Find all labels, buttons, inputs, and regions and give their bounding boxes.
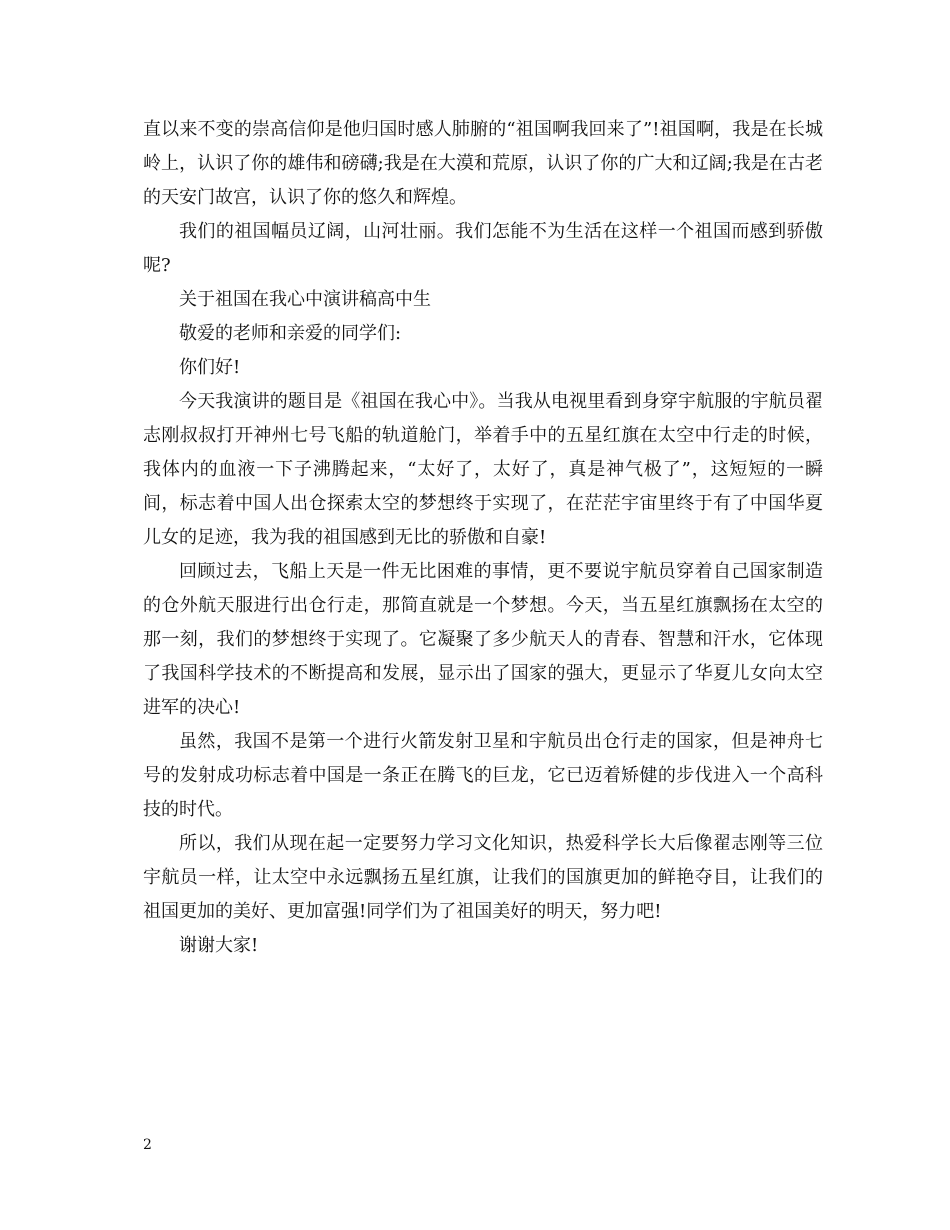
closing: 谢谢大家! [179, 935, 259, 956]
paragraph: 虽然，我国不是第一个进行火箭发射卫星和宇航员出仓行走的国家，但是神舟七号的发射成功标志着中国是一条正在腾飞的巨龙，它已迈着矫健的步伐进入一个高科技的时代。 [143, 731, 823, 820]
page-number: 2 [143, 1137, 152, 1153]
paragraph: 我们的祖国幅员辽阔，山河壮丽。我们怎能不为生活在这样一个祖国而感到骄傲呢? [143, 221, 823, 276]
section-title: 关于祖国在我心中演讲稿高中生 [179, 289, 431, 310]
paragraph: 回顾过去，飞船上天是一件无比困难的事情，更不要说宇航员穿着自己国家制造的仓外航天服进行出仓行走，那简直就是一个梦想。今天，当五星红旗飘扬在太空的那一刻，我们的梦想终于实现了。它凝聚了多少航天人的青春、智慧和汗水，它体现了我国科学技术的不断提高和发展，显示出了国家的强大，更显示了华夏儿女向太空进军的决心! [143, 561, 823, 718]
greeting: 你们好! [179, 357, 241, 378]
paragraph: 今天我演讲的题目是《祖国在我心中》。当我从电视里看到身穿宇航服的宇航员翟志刚叔叔打开神州七号飞船的轨道舱门，举着手中的五星红旗在太空中行走的时候，我体内的血液一下子沸腾起来，“太好了，太好了，真是神气极了”，这短短的一瞬间，标志着中国人出仓探索太空的梦想终于实现了，在茫茫宇宙里终于有了中国华夏儿女的足迹，我为我的祖国感到无比的骄傲和自豪! [143, 391, 823, 548]
salutation: 敬爱的老师和亲爱的同学们: [179, 323, 402, 344]
paragraph-continuation: 直以来不变的崇高信仰是他归国时感人肺腑的“祖国啊我回来了”!祖国啊，我是在长城岭上，认识了你的雄伟和磅礴;我是在大漠和荒原，认识了你的广大和辽阔;我是在古老的天安门故宫，认识了你的悠久和辉煌。 [143, 119, 823, 208]
document-body [143, 113, 823, 963]
paragraph: 所以，我们从现在起一定要努力学习文化知识，热爱科学长大后像翟志刚等三位宇航员一样，让太空中永远飘扬五星红旗，让我们的国旗更加的鲜艳夺目，让我们的祖国更加的美好、更加富强!同学们为了祖国美好的明天，努力吧! [143, 833, 823, 922]
